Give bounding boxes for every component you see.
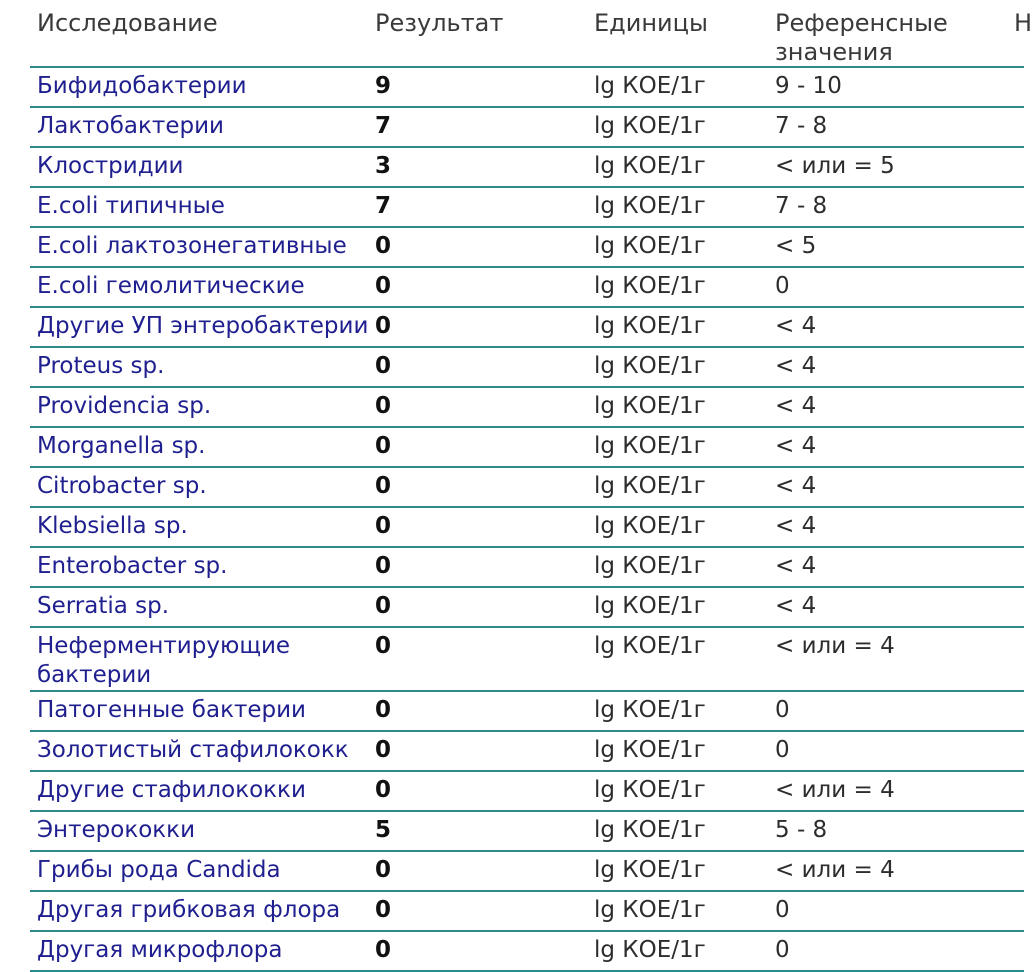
row-result: 0 xyxy=(375,697,392,723)
row-reference: < 5 xyxy=(775,233,817,259)
row-unit: lg КОЕ/1г xyxy=(594,697,706,723)
row-unit: lg КОЕ/1г xyxy=(594,937,706,963)
row-result: 0 xyxy=(375,513,392,539)
row-name: Proteus sp. xyxy=(37,353,165,379)
row-name: Providencia sp. xyxy=(37,393,212,419)
row-unit: lg КОЕ/1г xyxy=(594,817,706,843)
row-reference: 5 - 8 xyxy=(775,817,828,843)
table-row xyxy=(30,588,1024,628)
row-unit: lg КОЕ/1г xyxy=(594,313,706,339)
row-unit: lg КОЕ/1г xyxy=(594,857,706,883)
table-row xyxy=(30,308,1024,348)
row-result: 0 xyxy=(375,273,392,299)
row-result: 5 xyxy=(375,817,392,843)
row-reference: < или = 5 xyxy=(775,153,895,179)
row-name: Золотистый стафилококк xyxy=(37,737,349,763)
row-unit: lg КОЕ/1г xyxy=(594,393,706,419)
row-reference: < 4 xyxy=(775,513,817,539)
row-reference: < 4 xyxy=(775,353,817,379)
row-reference: < 4 xyxy=(775,553,817,579)
header-cut-column: Н xyxy=(1014,9,1032,37)
row-unit: lg КОЕ/1г xyxy=(594,897,706,923)
row-result: 0 xyxy=(375,233,392,259)
header-reference: Референсные значения xyxy=(775,9,948,66)
row-result: 7 xyxy=(375,193,392,219)
table-row xyxy=(30,268,1024,308)
table-row xyxy=(30,932,1024,972)
row-result: 0 xyxy=(375,353,392,379)
row-reference: 0 xyxy=(775,273,790,299)
row-result: 0 xyxy=(375,633,392,659)
row-result: 0 xyxy=(375,313,392,339)
row-reference: 0 xyxy=(775,897,790,923)
header-result: Результат xyxy=(375,9,504,37)
row-reference: < 4 xyxy=(775,473,817,499)
row-name: E.coli гемолитические xyxy=(37,273,305,299)
row-name: Клостридии xyxy=(37,153,184,179)
row-unit: lg КОЕ/1г xyxy=(594,353,706,379)
row-unit: lg КОЕ/1г xyxy=(594,777,706,803)
row-unit: lg КОЕ/1г xyxy=(594,737,706,763)
row-result: 0 xyxy=(375,937,392,963)
row-unit: lg КОЕ/1г xyxy=(594,273,706,299)
row-unit: lg КОЕ/1г xyxy=(594,193,706,219)
row-name: Другая микрофлора xyxy=(37,937,283,963)
row-reference: 0 xyxy=(775,737,790,763)
table-row xyxy=(30,692,1024,732)
row-unit: lg КОЕ/1г xyxy=(594,593,706,619)
row-reference: < 4 xyxy=(775,593,817,619)
header-study: Исследование xyxy=(37,9,218,37)
row-name: Serratia sp. xyxy=(37,593,170,619)
row-name: Citrobacter sp. xyxy=(37,473,207,499)
row-name: Бифидобактерии xyxy=(37,73,247,99)
row-reference: < 4 xyxy=(775,393,817,419)
row-unit: lg КОЕ/1г xyxy=(594,233,706,259)
header-units: Единицы xyxy=(594,9,708,37)
table-row xyxy=(30,108,1024,148)
row-reference: 7 - 8 xyxy=(775,113,828,139)
row-unit: lg КОЕ/1г xyxy=(594,633,706,659)
row-name: Неферментирующие бактерии xyxy=(37,633,291,688)
row-unit: lg КОЕ/1г xyxy=(594,153,706,179)
row-name: Патогенные бактерии xyxy=(37,697,307,723)
row-result: 0 xyxy=(375,897,392,923)
row-name: Morganella sp. xyxy=(37,433,206,459)
row-reference: 0 xyxy=(775,697,790,723)
row-name: Энтерококки xyxy=(37,817,196,843)
row-result: 0 xyxy=(375,593,392,619)
table-row xyxy=(30,388,1024,428)
table-row xyxy=(30,812,1024,852)
row-name: Другие стафилококки xyxy=(37,777,306,803)
table-row xyxy=(30,852,1024,892)
table-row xyxy=(30,428,1024,468)
row-reference: 7 - 8 xyxy=(775,193,828,219)
row-result: 9 xyxy=(375,73,392,99)
row-result: 0 xyxy=(375,473,392,499)
table-row xyxy=(30,148,1024,188)
row-result: 0 xyxy=(375,857,392,883)
table-row xyxy=(30,772,1024,812)
table-row xyxy=(30,508,1024,548)
row-name: Другие УП энтеробактерии xyxy=(37,313,369,339)
row-reference: < 4 xyxy=(775,433,817,459)
row-name: Грибы рода Candida xyxy=(37,857,281,883)
row-reference: 0 xyxy=(775,937,790,963)
row-unit: lg КОЕ/1г xyxy=(594,113,706,139)
row-result: 0 xyxy=(375,393,392,419)
table-row xyxy=(30,188,1024,228)
row-result: 0 xyxy=(375,777,392,803)
row-name: Лактобактерии xyxy=(37,113,224,139)
table-row xyxy=(30,68,1024,108)
row-result: 0 xyxy=(375,553,392,579)
table-row xyxy=(30,348,1024,388)
row-reference: 9 - 10 xyxy=(775,73,842,99)
table-row xyxy=(30,628,1024,692)
row-result: 0 xyxy=(375,433,392,459)
row-name: Klebsiella sp. xyxy=(37,513,188,539)
row-name: Enterobacter sp. xyxy=(37,553,228,579)
row-reference: < или = 4 xyxy=(775,777,895,803)
row-reference: < или = 4 xyxy=(775,633,895,659)
table-row xyxy=(30,892,1024,932)
row-reference: < или = 4 xyxy=(775,857,895,883)
table-row xyxy=(30,228,1024,268)
row-unit: lg КОЕ/1г xyxy=(594,433,706,459)
row-result: 7 xyxy=(375,113,392,139)
results-table xyxy=(0,68,1024,972)
table-header xyxy=(0,0,1032,66)
row-unit: lg КОЕ/1г xyxy=(594,73,706,99)
row-result: 3 xyxy=(375,153,392,179)
row-unit: lg КОЕ/1г xyxy=(594,553,706,579)
table-row xyxy=(30,732,1024,772)
row-name: Другая грибковая флора xyxy=(37,897,341,923)
row-unit: lg КОЕ/1г xyxy=(594,513,706,539)
row-name: E.coli лактозонегативные xyxy=(37,233,347,259)
row-reference: < 4 xyxy=(775,313,817,339)
table-row xyxy=(30,548,1024,588)
table-row xyxy=(30,468,1024,508)
row-unit: lg КОЕ/1г xyxy=(594,473,706,499)
row-result: 0 xyxy=(375,737,392,763)
row-name: E.coli типичные xyxy=(37,193,225,219)
